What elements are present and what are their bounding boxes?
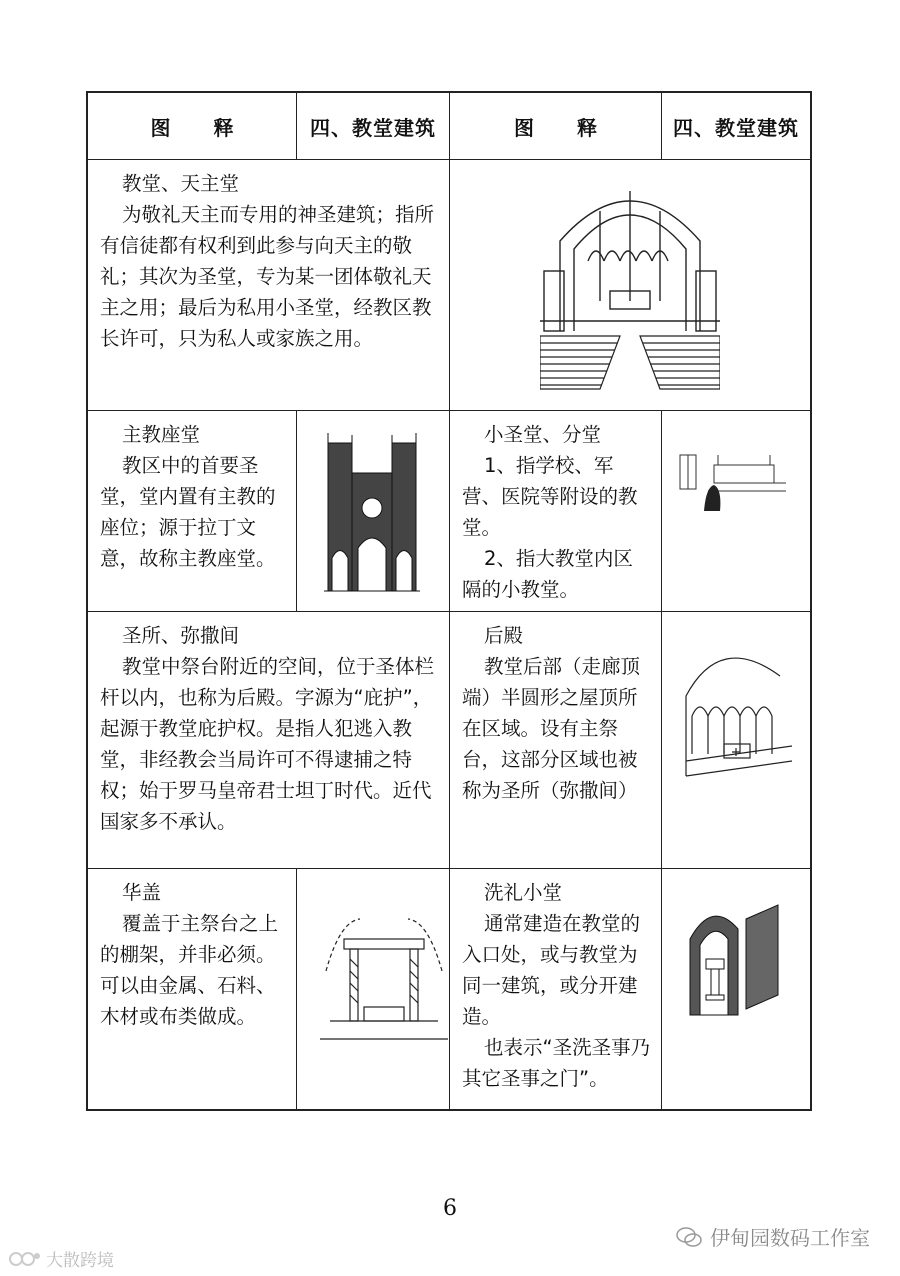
entry-chapel [450,411,661,611]
canopy-illustration [320,911,448,1053]
column-divider [661,611,662,868]
entry-body: 覆盖于主祭台之上的棚架，并非必须。可以由金属、石料、木材或布类做成。 [100,912,279,1028]
entry-apse [450,612,661,868]
header-illustration-label-1: 图 释 [150,115,252,140]
header-illustration-label-2: 图 释 [514,115,615,140]
entry-canopy [88,869,296,1109]
entry-body: 为敬礼天主而专用的神圣建筑；指所有信徒都有权利到此参与向天主的敬礼；其次为圣堂，专为某一团体敬礼天主之用；最后为私用小圣堂，经教区教长许可，只为私人或家族之用。 [100,203,435,350]
entry-body-item-2: 2、指大教堂内区隔的小教堂。 [462,547,633,601]
entry-title: 华盖 [122,881,162,904]
corner-watermark-text: 大散跨境 [46,1251,114,1271]
entry-title: 圣所、弥撒间 [122,624,240,647]
entry-title: 主教座堂 [122,423,201,446]
wechat-icon [676,1226,702,1248]
apse-illustration [680,636,792,786]
glossary-table [86,91,812,1111]
entry-cathedral [88,411,296,611]
corner-watermark [8,1246,114,1271]
entry-baptistery [450,869,661,1109]
entry-body-item-1: 通常建造在教堂的入口处，或与教堂为同一建筑，或分开建造。 [462,912,641,1028]
column-divider [296,410,297,611]
page-number: 6 [443,1196,457,1221]
cathedral-facade-illustration [320,433,424,593]
entry-title: 小圣堂、分堂 [484,423,602,446]
entry-body: 教堂中祭台附近的空间，位于圣体栏杆以内，也称为后殿。字源为“庇护”，起源于教堂庇护权。是指人犯逃入教堂，非经教会当局许可不得逮捕之特权；始于罗马皇帝君士坦丁时代。近代国家多不承认。 [100,655,435,833]
entry-title: 教堂、天主堂 [122,172,240,195]
column-divider [661,410,662,611]
entry-body: 教堂后部（走廊顶端）半圆形之屋顶所在区域。设有主祭台，这部分区域也被称为圣所（弥撒间） [462,655,641,802]
wechat-watermark-text: 伊甸园数码工作室 [710,1226,870,1250]
entry-sanctuary [88,612,449,868]
chapel-illustration [678,451,790,515]
entry-title: 洗礼小堂 [484,881,563,904]
baptistery-illustration [686,899,786,1017]
church-interior-illustration [540,171,720,391]
entry-title: 后殿 [484,624,524,647]
header-section-title-1: 四、教堂建筑 [310,115,436,140]
entry-body-item-2: 也表示“圣洗圣事乃其它圣事之门”。 [462,1036,651,1090]
column-divider [661,868,662,1109]
column-divider [296,868,297,1109]
entry-church [88,160,449,410]
logo-icon [8,1250,42,1268]
wechat-watermark [676,1222,870,1251]
entry-body-item-1: 1、指学校、军营、医院等附设的教堂。 [462,454,638,539]
header-section-title-2: 四、教堂建筑 [673,115,799,140]
entry-body: 教区中的首要圣堂，堂内置有主教的座位；源于拉丁文意，故称主教座堂。 [100,454,276,570]
